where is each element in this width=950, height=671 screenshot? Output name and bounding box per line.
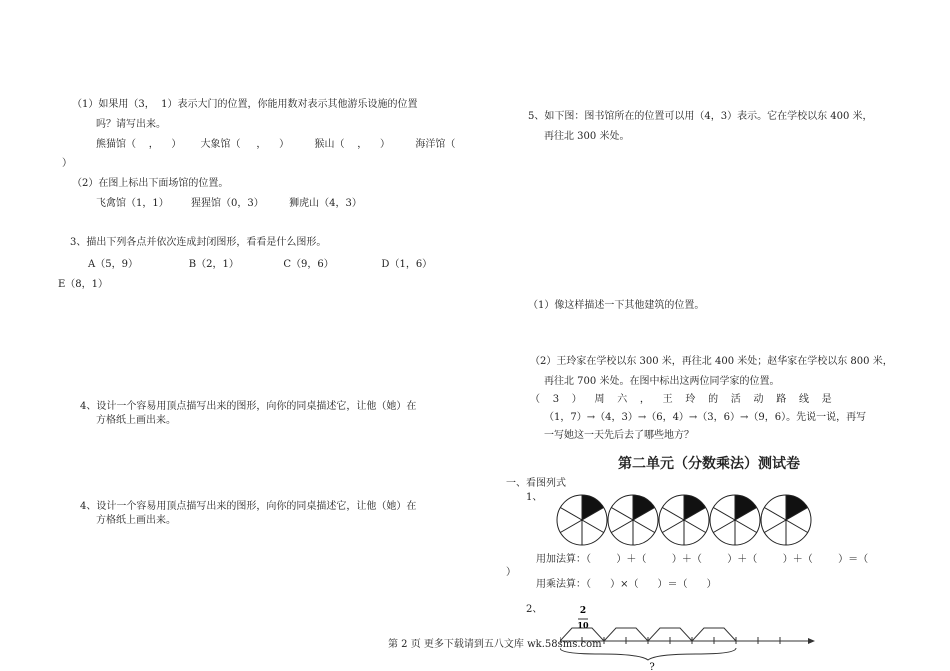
q2-line1: （2）在图上标出下面场馆的位置。 <box>72 178 229 189</box>
q5-line1: 5、如下图：图书馆所在的位置可以用（4，3）表示。它在学校以东 400 米， <box>528 111 873 122</box>
q4a-line1: 4、设计一个容易用顶点描写出来的图形，向你的同桌描述它，让他（她）在 <box>80 401 417 412</box>
fraction-denominator: 10 <box>577 620 589 630</box>
q1-line2: 吗？请写出来。 <box>96 119 166 130</box>
addition-expression: 用加法算：（ ）＋（ ）＋（ ）＋（ ）＋（ ）＝（ <box>536 554 869 565</box>
q5-part3-line1: （ 3 ） 周 六 ， 王 玲 的 活 动 路 线 是 <box>530 394 832 405</box>
unit-title: 第二单元（分数乘法）测试卷 <box>618 456 800 472</box>
q4b-line2: 方格纸上画出来。 <box>96 515 176 526</box>
pie-3 <box>659 495 709 545</box>
item-1-label: 1、 <box>526 492 543 503</box>
q5-line2: 再往北 300 米处。 <box>544 131 630 142</box>
number-line-figure <box>560 598 820 671</box>
pie-shaded-sector <box>684 495 706 520</box>
q1-close: ） <box>62 158 72 169</box>
q4a-line2: 方格纸上画出来。 <box>96 415 176 426</box>
pie-2 <box>608 495 658 545</box>
q3-points: A（5，9） B（2，1） C（9，6） D（1，6） <box>88 259 433 270</box>
question-mark: ? <box>649 662 655 671</box>
q5-part3-line3: 一写她这一天先后去了哪些地方？ <box>544 430 694 441</box>
fraction-numerator: 2 <box>579 606 587 616</box>
q5-part2-line2: 再往北 700 米处。在图中标出这两位同学家的位置。 <box>544 376 780 387</box>
pie-shaded-sector <box>633 495 655 520</box>
pie-5 <box>761 495 811 545</box>
q5-part3-line2: （1，7）→（4，3）→（6，4）→（3，6）→（9，6）。先说一说，再写 <box>544 412 867 423</box>
pie-shaded-sector <box>786 495 808 520</box>
q5-part2-line1: （2）王玲家在学校以东 300 米，再往北 400 米处；赵华家在学校以东 800 米， <box>530 356 893 367</box>
pie-1 <box>557 495 607 545</box>
pie-4 <box>710 495 760 545</box>
q4b-line1: 4、设计一个容易用顶点描写出来的图形，向你的同桌描述它，让他（她）在 <box>80 501 417 512</box>
q5-part1: （1）像这样描述一下其他建筑的位置。 <box>528 300 705 311</box>
pie-row <box>555 491 825 549</box>
q2-items: 飞禽馆（1，1） 猩猩馆（0，3） 狮虎山（4，3） <box>96 198 362 209</box>
q1-items: 熊猫馆（ ， ） 大象馆（ ， ） 猴山（ ， ） 海洋馆（ <box>96 139 456 150</box>
q1-line1: （1）如果用（3， 1）表示大门的位置，你能用数对表示其他游乐设施的位置 <box>72 99 418 110</box>
pie-shaded-sector <box>735 495 757 520</box>
q3-points-e: E（8，1） <box>58 279 109 290</box>
section-one-heading: 一、看图列式 <box>506 478 566 489</box>
number-line-arrow <box>808 638 815 644</box>
multiplication-expression: 用乘法算：（ ）×（ ）＝（ ） <box>536 579 717 590</box>
q3-line1: 3、描出下列各点并依次连成封闭图形，看看是什么图形。 <box>70 237 327 248</box>
footer-text: 第 2 页 更多下载请到五八文库 wk.58sms.com <box>388 639 602 650</box>
pie-shaded-sector <box>582 495 604 520</box>
item-2-label: 2、 <box>526 604 543 615</box>
addition-close: ） <box>506 567 516 578</box>
